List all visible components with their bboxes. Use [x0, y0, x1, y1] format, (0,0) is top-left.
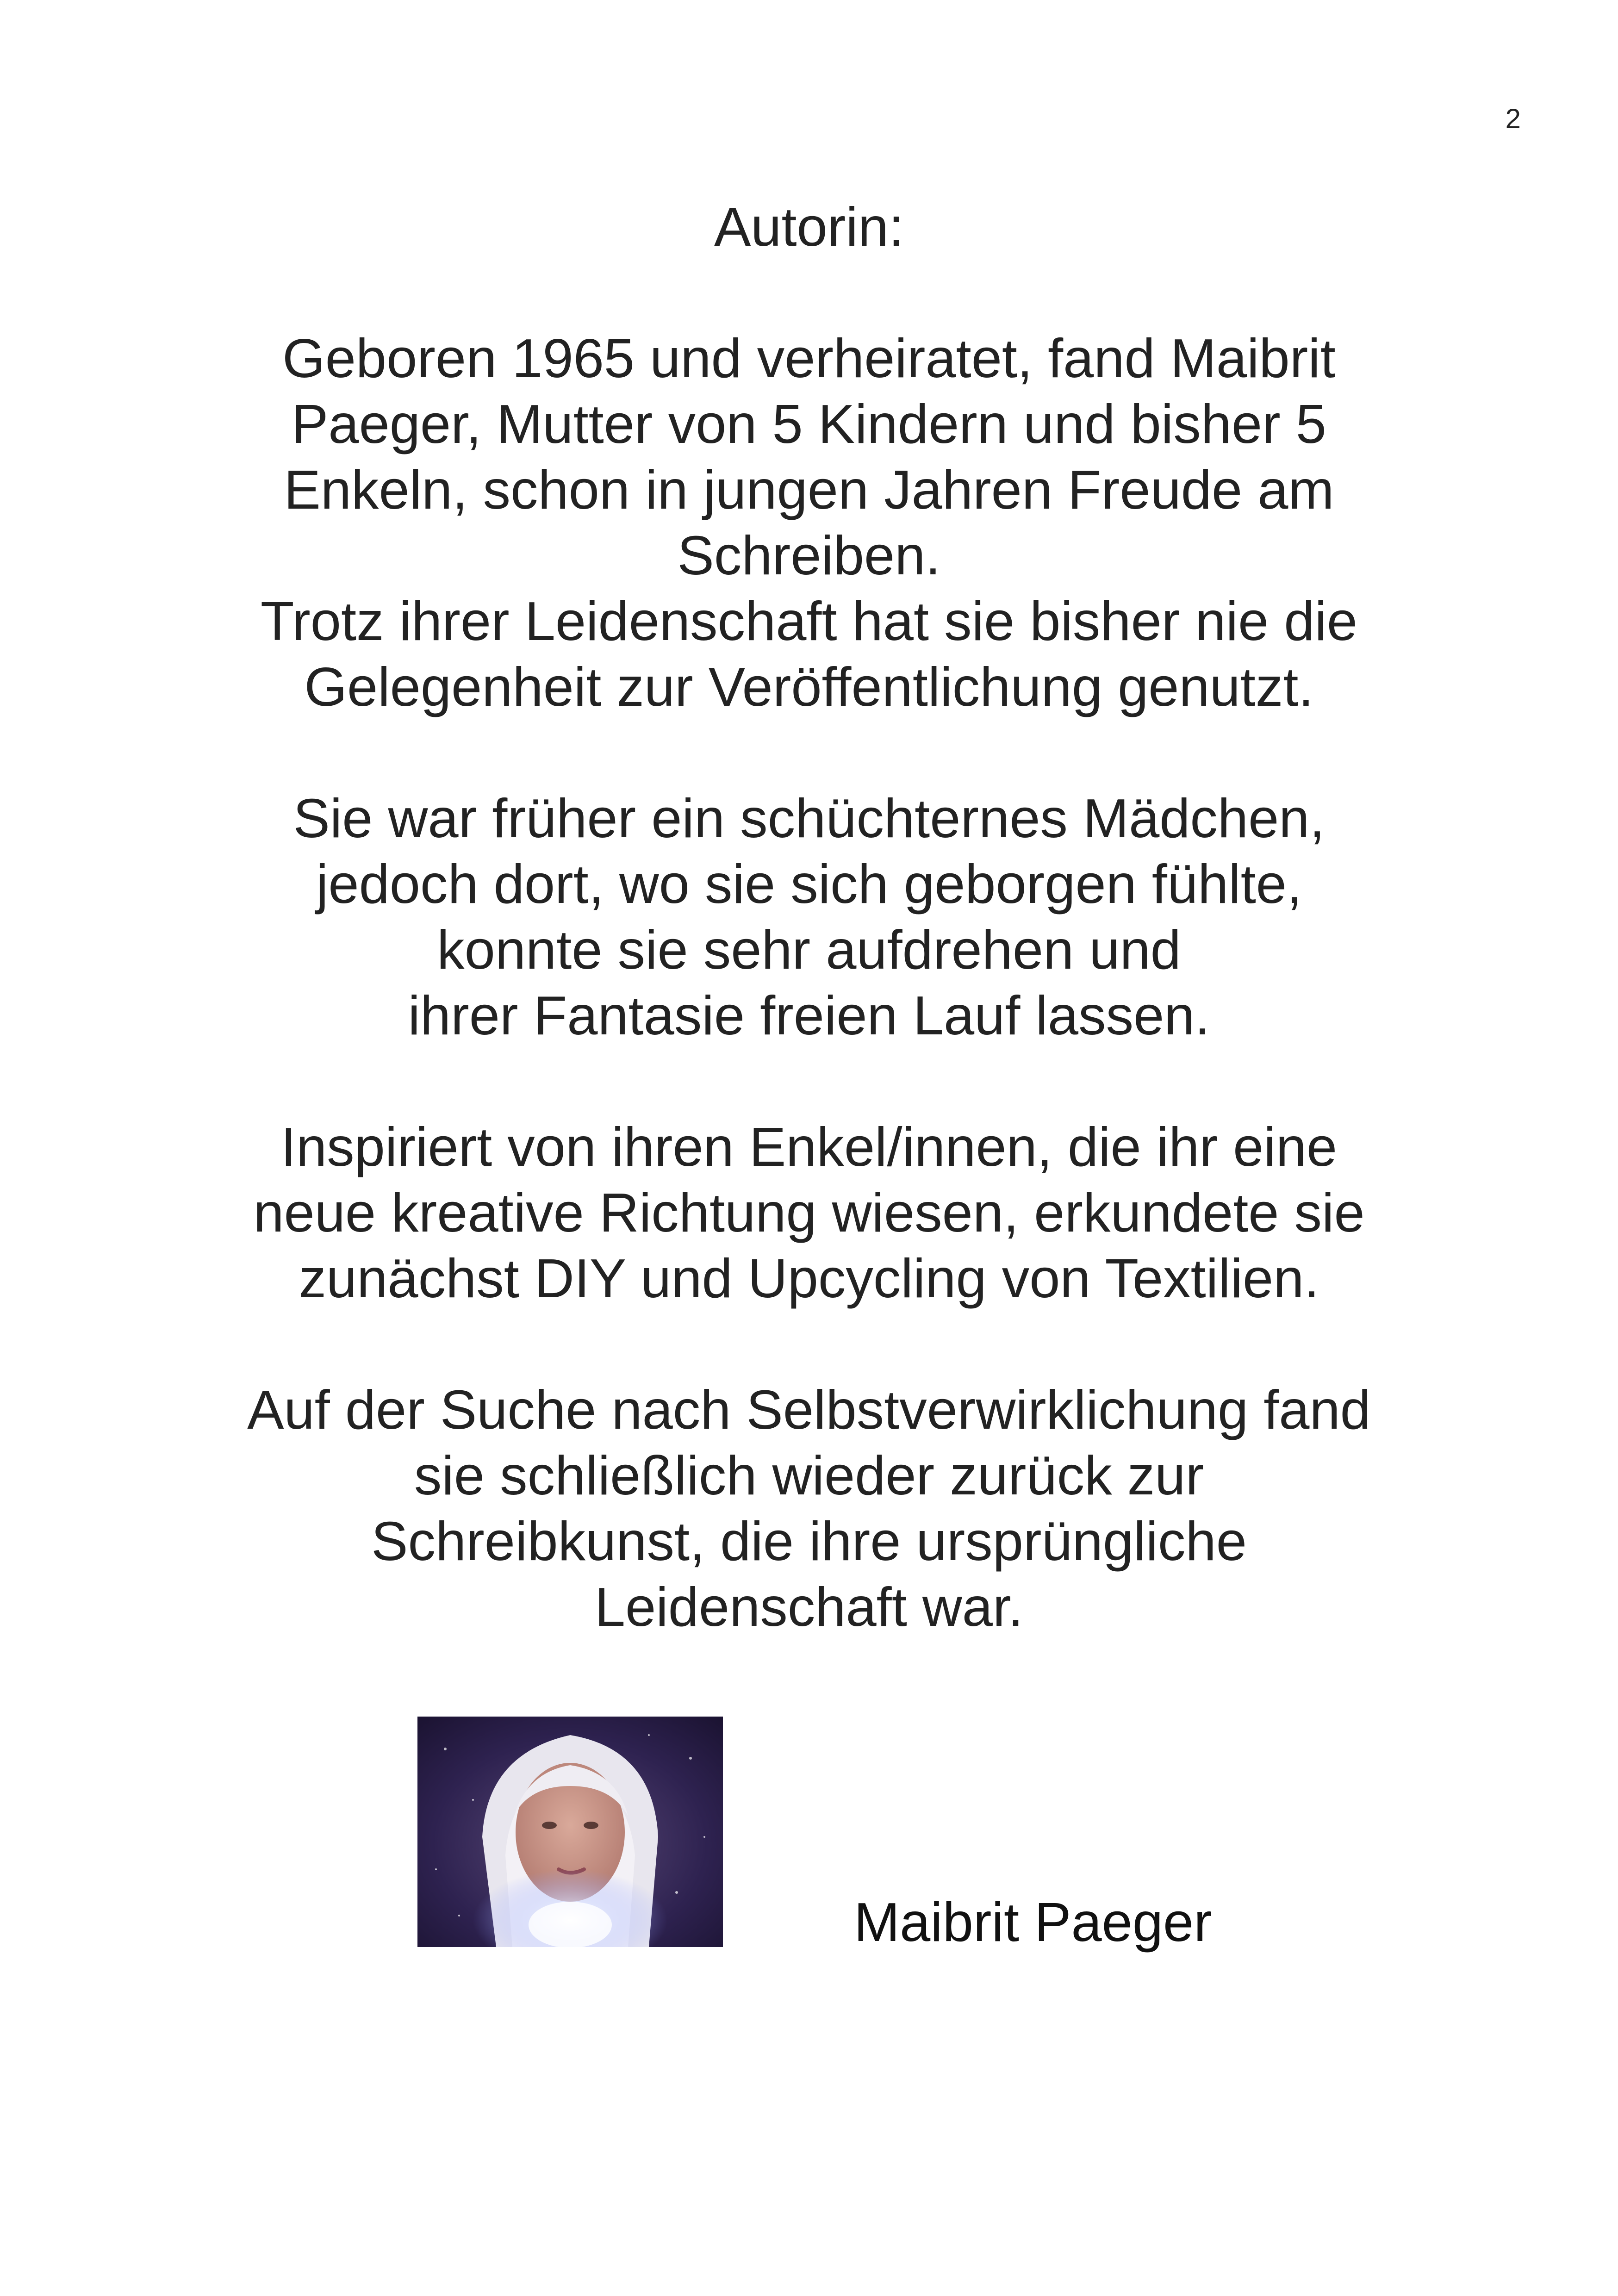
text-line: jedoch dort, wo sie sich geborgen fühlte,: [316, 853, 1302, 915]
text-line: Geboren 1965 und verheiratet, fand Maibrit: [282, 328, 1336, 389]
text-line: Schreiben.: [677, 525, 941, 586]
text-line: Inspiriert von ihren Enkel/innen, die ihr eine: [280, 1116, 1338, 1178]
author-name: Maibrit Paeger: [854, 1892, 1212, 1953]
text-line: zunächst DIY und Upcycling von Textilien.: [299, 1248, 1319, 1309]
bio-paragraph-2: [0, 786, 1618, 1049]
page-title: Autorin:: [714, 196, 904, 258]
page-number: 2: [1505, 103, 1521, 134]
text-line: Leidenschaft war.: [594, 1576, 1024, 1638]
text-line: Paeger, Mutter von 5 Kindern und bisher 5: [292, 393, 1326, 455]
text-line: konnte sie sehr aufdrehen und: [437, 919, 1181, 981]
text-line: neue kreative Richtung wiesen, erkundete sie: [253, 1182, 1365, 1244]
text-line: sie schließlich wieder zurück zur: [414, 1445, 1204, 1506]
bio-paragraph-1: [0, 326, 1618, 720]
text-line: Schreibkunst, die ihre ursprüngliche: [371, 1511, 1247, 1572]
text-line: ihrer Fantasie freien Lauf lassen.: [408, 985, 1210, 1046]
bio-paragraph-3: [0, 1114, 1618, 1312]
text-line: Auf der Suche nach Selbstverwirklichung fand: [247, 1379, 1371, 1441]
text-line: Gelegenheit zur Veröffentlichung genutzt.: [304, 656, 1314, 718]
author-bio: [0, 194, 1618, 1640]
bio-paragraph-4: [0, 1377, 1618, 1640]
text-line: Enkeln, schon in jungen Jahren Freude am: [284, 459, 1334, 521]
author-photo: [417, 1717, 723, 1947]
text-line: Trotz ihrer Leidenschaft hat sie bisher nie die: [260, 591, 1358, 652]
text-line: Sie war früher ein schüchternes Mädchen,: [293, 788, 1325, 849]
